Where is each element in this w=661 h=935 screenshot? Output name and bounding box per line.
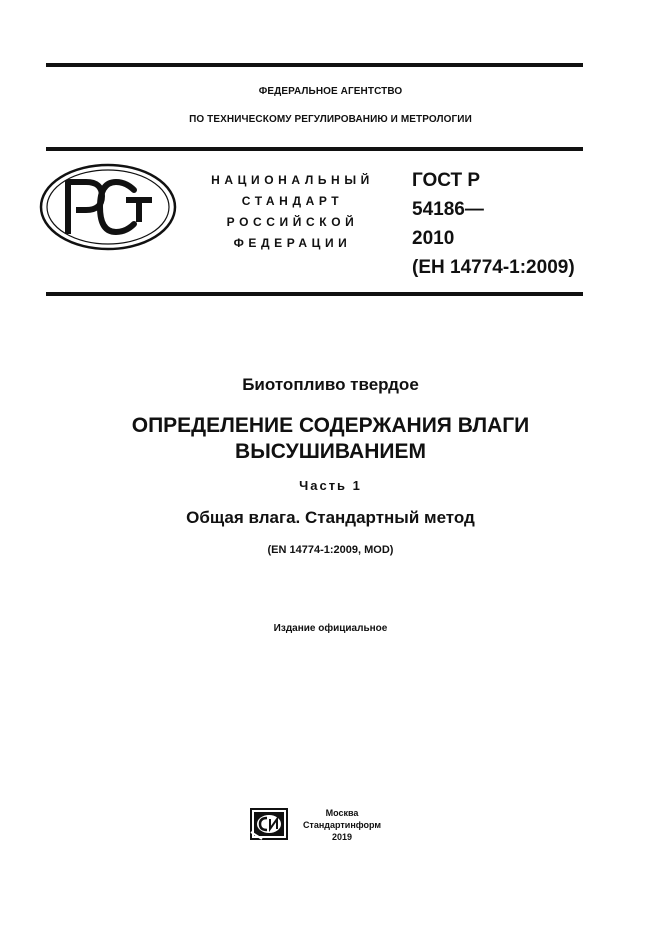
rst-emblem-icon — [38, 162, 178, 252]
standard-designation — [412, 166, 592, 282]
top-rule — [46, 63, 583, 67]
upper-block-rule — [46, 147, 583, 151]
standard-type-label — [200, 170, 385, 254]
edition-note: Издание официальное — [273, 623, 388, 634]
standard-type-line-1: НАЦИОНАЛЬНЫЙ — [211, 173, 374, 187]
standard-type-line-3: РОССИЙСКОЙ — [226, 215, 359, 229]
publisher-name: Стандартинформ — [302, 820, 382, 830]
publisher-info — [297, 807, 387, 843]
agency-line-1: ФЕДЕРАЛЬНОЕ АГЕНТСТВО — [258, 86, 403, 97]
standartinform-logo-icon — [250, 808, 288, 840]
designation-line-4: (ЕН 14774-1:2009) — [412, 257, 575, 278]
document-title-line-2: ВЫСУШИВАНИЕМ — [235, 440, 426, 463]
publisher-city: Москва — [325, 808, 359, 818]
document-part-title: Общая влага. Стандартный метод — [186, 508, 475, 527]
lower-block-rule — [46, 292, 583, 296]
document-part: Часть 1 — [299, 478, 362, 493]
designation-line-2: 54186— — [412, 199, 484, 220]
international-reference: (EN 14774-1:2009, MOD) — [267, 544, 394, 556]
document-title-line-1: ОПРЕДЕЛЕНИЕ СОДЕРЖАНИЯ ВЛАГИ — [131, 414, 530, 437]
designation-line-1: ГОСТ Р — [412, 170, 481, 191]
designation-line-3: 2010 — [412, 228, 455, 249]
agency-line-2: ПО ТЕХНИЧЕСКОМУ РЕГУЛИРОВАНИЮ И МЕТРОЛОГИИ — [189, 114, 472, 125]
document-subject: Биотопливо твердое — [242, 375, 419, 394]
standard-type-line-2: СТАНДАРТ — [241, 194, 344, 208]
standard-type-line-4: ФЕДЕРАЦИИ — [233, 236, 352, 250]
publisher-year: 2019 — [331, 832, 353, 842]
